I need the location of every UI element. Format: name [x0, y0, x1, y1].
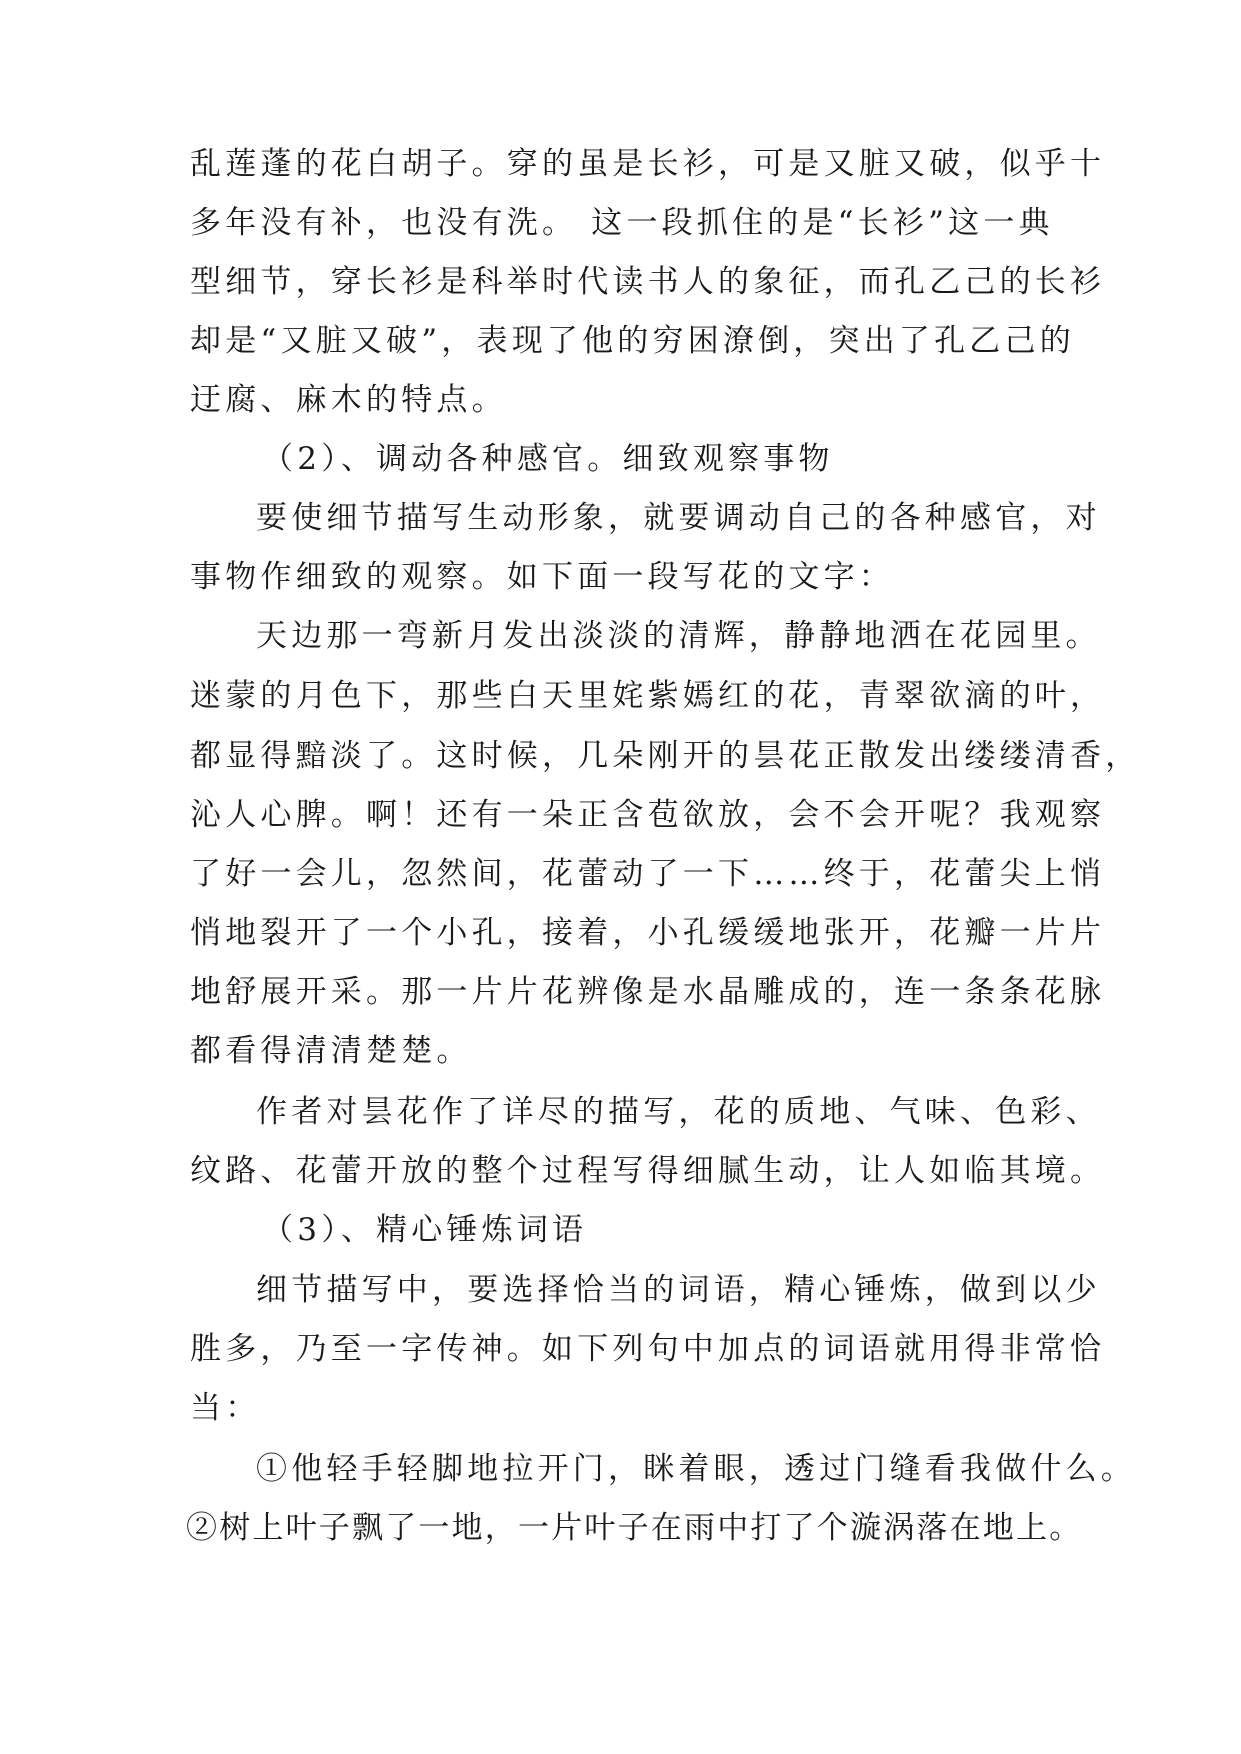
paragraph-start: 要使细节描写生动形象，就要调动自己的各种感官，对 [256, 500, 1101, 536]
text-line: 迂腐、麻木的特点。 [190, 382, 507, 418]
paragraph-start: 细节描写中，要选择恰当的词语，精心锤炼，做到以少 [256, 1272, 1101, 1308]
paragraph-start: 天边那一弯新月发出淡淡的清辉，静静地洒在花园里。 [256, 618, 1101, 654]
paragraph-start: 作者对昙花作了详尽的描写，花的质地、气味、色彩、 [256, 1094, 1101, 1130]
text-line: 乱莲蓬的花白胡子。穿的虽是长衫，可是又脏又破，似乎十 [190, 146, 1106, 182]
text-line: 胜多，乃至一字传神。如下列句中加点的词语就用得非常恰 [190, 1331, 1106, 1367]
text-line: 沁人心脾。啊！还有一朵正含苞欲放，会不会开呢？我观察 [190, 797, 1106, 833]
text-line: 多年没有补，也没有洗。 这一段抓住的是“长衫”这一典 [190, 205, 1054, 241]
text-line: 迷蒙的月色下，那些白天里姹紫嫣红的花，青翠欲滴的叶， [190, 678, 1106, 714]
text-line: 当： [190, 1390, 261, 1426]
text-line: 了好一会儿，忽然间，花蕾动了一下……终于，花蕾尖上悄 [190, 856, 1106, 892]
section-heading: （2）、调动各种感官。细致观察事物 [262, 441, 834, 477]
text-line: 地舒展开采。那一片片花辨像是水晶雕成的，连一条条花脉 [190, 974, 1106, 1010]
example-sentence-2: ②树上叶子飘了一地，一片叶子在雨中打了个漩涡落在地上。 [186, 1510, 1083, 1546]
text-line: 事物作细致的观察。如下面一段写花的文字： [190, 559, 894, 595]
example-sentence-1: ①他轻手轻脚地拉开门，眯着眼，透过门缝看我做什么。 [256, 1451, 1136, 1487]
section-heading: （3）、精心锤炼词语 [262, 1212, 588, 1248]
text-line: 悄地裂开了一个小孔，接着，小孔缓缓地张开，花瓣一片片 [190, 915, 1106, 951]
text-line: 纹路、花蕾开放的整个过程写得细腻生动，让人如临其境。 [190, 1153, 1106, 1189]
text-line: 都看得清清楚楚。 [190, 1033, 472, 1069]
text-line: 却是“又脏又破”，表现了他的穷困潦倒，突出了孔乙己的 [190, 323, 1075, 359]
text-line: 都显得黯淡了。这时候，几朵刚开的昙花正散发出缕缕清香， [190, 738, 1141, 774]
text-line: 型细节，穿长衫是科举时代读书人的象征，而孔乙己的长衫 [190, 264, 1106, 300]
